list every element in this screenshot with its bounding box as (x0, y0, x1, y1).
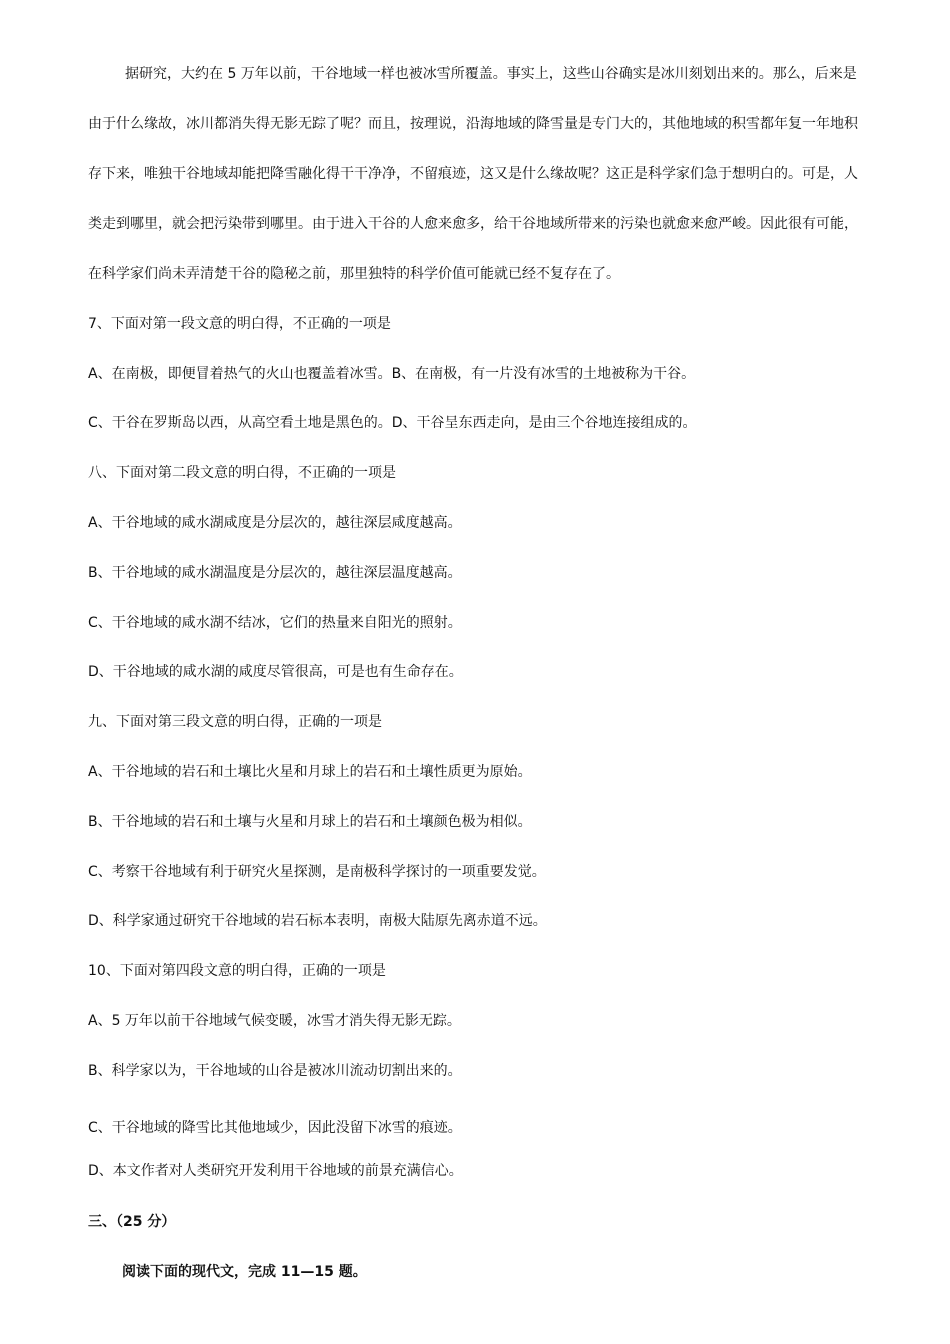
question-8-option-d: D、干谷地域的咸水湖的咸度尽管很高，可是也有生命存在。 (88, 664, 463, 680)
question-10-option-a: A、5 万年以前干谷地域气候变暖，冰雪才消失得无影无踪。 (88, 1013, 461, 1029)
passage-line: 在科学家们尚未弄清楚干谷的隐秘之前，那里独特的科学价值可能就已经不复存在了。 (88, 266, 620, 282)
question-10-option-b: B、科学家以为，干谷地域的山谷是被冰川流动切割出来的。 (88, 1063, 462, 1079)
section-3-title: 三、（25 分） (88, 1214, 176, 1230)
question-7-options-cd: C、干谷在罗斯岛以西，从高空看土地是黑色的。D、干谷呈东西走向，是由三个谷地连接组成的。 (88, 415, 697, 431)
question-8-stem: 八、下面对第二段文意的明白得，不正确的一项是 (88, 465, 396, 481)
passage-line: 存下来，唯独干谷地域却能把降雪融化得干干净净，不留痕迹，这又是什么缘故呢？这正是科学家们急于想明白的。可是，人 (88, 166, 858, 182)
passage-line: 类走到哪里，就会把污染带到哪里。由于进入干谷的人愈来愈多，给干谷地域所带来的污染也就愈来愈严峻。因此很有可能， (88, 216, 858, 232)
question-7-stem: 7、下面对第一段文意的明白得，不正确的一项是 (88, 316, 391, 332)
passage-line: 据研究，大约在 5 万年以前，干谷地域一样也被冰雪所覆盖。事实上，这些山谷确实是冰川刻划出来的。那么，后来是 (125, 66, 857, 82)
passage-paragraph (88, 64, 910, 314)
question-8-option-b: B、干谷地域的咸水湖温度是分层次的，越往深层温度越高。 (88, 565, 462, 581)
question-9-option-d: D、科学家通过研究干谷地域的岩石标本表明，南极大陆原先离赤道不远。 (88, 913, 547, 929)
question-9-option-a: A、干谷地域的岩石和土壤比火星和月球上的岩石和土壤性质更为原始。 (88, 764, 532, 780)
question-9-option-c: C、考察干谷地域有利于研究火星探测，是南极科学探讨的一项重要发觉。 (88, 864, 546, 880)
question-10-option-d: D、本文作者对人类研究开发利用干谷地域的前景充满信心。 (88, 1163, 463, 1179)
section-3-instruction: 阅读下面的现代文，完成 11—15 题。 (122, 1264, 367, 1280)
passage-line: 由于什么缘故，冰川都消失得无影无踪了呢？而且，按理说，沿海地域的降雪量是专门大的，其他地域的积雪都年复一年地积 (88, 116, 858, 132)
question-8-option-a: A、干谷地域的咸水湖咸度是分层次的，越往深层咸度越高。 (88, 515, 462, 531)
question-9-option-b: B、干谷地域的岩石和土壤与火星和月球上的岩石和土壤颜色极为相似。 (88, 814, 532, 830)
question-10-option-c: C、干谷地域的降雪比其他地域少，因此没留下冰雪的痕迹。 (88, 1120, 462, 1136)
question-7-options-ab: A、在南极，即便冒着热气的火山也覆盖着冰雪。B、在南极，有一片没有冰雪的土地被称为干谷。 (88, 366, 696, 382)
question-8-option-c: C、干谷地域的咸水湖不结冰，它们的热量来自阳光的照射。 (88, 615, 462, 631)
question-9-stem: 九、下面对第三段文意的明白得，正确的一项是 (88, 714, 382, 730)
question-10-stem: 10、下面对第四段文意的明白得，正确的一项是 (88, 963, 386, 979)
